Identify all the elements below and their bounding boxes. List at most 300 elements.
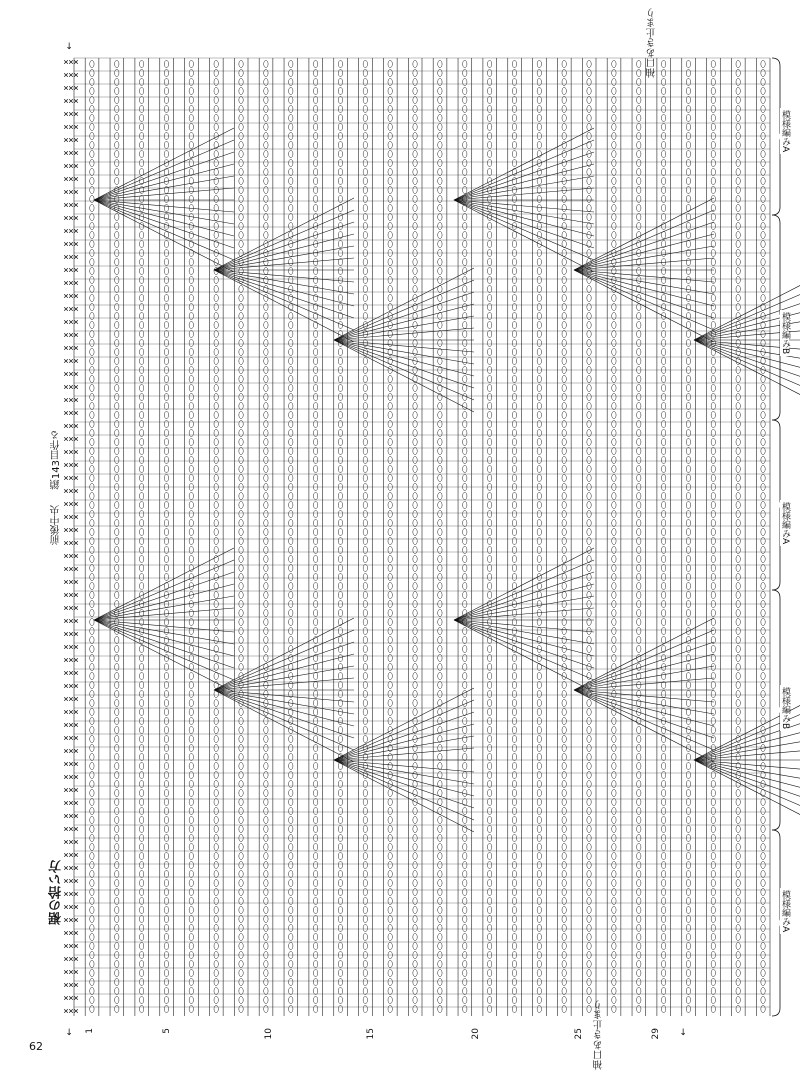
chain-stitch — [487, 312, 491, 319]
chain-stitch — [239, 771, 243, 778]
chain-stitch — [661, 672, 665, 679]
chain-stitch — [189, 807, 193, 814]
chain-stitch — [736, 474, 740, 481]
chain-stitch — [438, 960, 442, 967]
chain-stitch — [289, 168, 293, 175]
chain-stitch — [289, 609, 293, 616]
chain-stitch — [239, 231, 243, 238]
chain-stitch — [214, 825, 218, 832]
chain-stitch — [164, 195, 168, 202]
chain-stitch — [562, 501, 566, 508]
chain-stitch — [289, 474, 293, 481]
chain-stitch — [736, 402, 740, 409]
fan-stitch-line — [574, 630, 714, 690]
chain-stitch — [90, 681, 94, 688]
chain-stitch — [239, 141, 243, 148]
chain-stitch — [637, 330, 641, 337]
chain-stitch — [661, 915, 665, 922]
chain-stitch — [115, 942, 119, 949]
chain-stitch — [587, 978, 591, 985]
chain-stitch — [438, 312, 442, 319]
chain-stitch — [289, 501, 293, 508]
chain-stitch — [388, 150, 392, 157]
chain-stitch — [164, 258, 168, 265]
chain-stitch — [736, 636, 740, 643]
fan-stitch-line — [454, 128, 594, 200]
chain-stitch — [413, 69, 417, 76]
chain-stitch — [463, 168, 467, 175]
chain-stitch — [761, 492, 765, 499]
chain-stitch — [637, 375, 641, 382]
chain-stitch — [761, 60, 765, 67]
chain-stitch — [686, 618, 690, 625]
chain-stitch — [313, 816, 317, 823]
chain-stitch — [239, 852, 243, 859]
chain-stitch — [711, 699, 715, 706]
chain-stitch — [587, 492, 591, 499]
chain-stitch — [487, 429, 491, 436]
chain-stitch — [239, 258, 243, 265]
chain-stitch — [637, 762, 641, 769]
chain-stitch — [537, 330, 541, 337]
chain-stitch — [637, 186, 641, 193]
chain-stitch — [90, 690, 94, 697]
chain-stitch — [289, 987, 293, 994]
chain-stitch — [512, 87, 516, 94]
chain-stitch — [164, 294, 168, 301]
chain-stitch — [661, 528, 665, 535]
chain-stitch — [239, 348, 243, 355]
chain-stitch — [512, 312, 516, 319]
chain-stitch — [487, 258, 491, 265]
chain-stitch — [562, 753, 566, 760]
chain-stitch — [686, 690, 690, 697]
chain-stitch — [289, 285, 293, 292]
chain-stitch — [587, 969, 591, 976]
chain-stitch — [637, 159, 641, 166]
chain-stitch — [512, 627, 516, 634]
fan-stitch-line — [454, 200, 594, 272]
chain-stitch — [761, 564, 765, 571]
chain-stitch — [637, 393, 641, 400]
chain-stitch — [115, 429, 119, 436]
chain-stitch — [239, 465, 243, 472]
chain-stitch — [736, 897, 740, 904]
fan-stitch-line — [334, 340, 474, 352]
chain-stitch — [512, 762, 516, 769]
chain-stitch — [264, 807, 268, 814]
chain-stitch — [537, 771, 541, 778]
chain-stitch — [264, 789, 268, 796]
chain-stitch — [487, 897, 491, 904]
fan-stitch-line — [454, 596, 594, 620]
chain-stitch — [761, 798, 765, 805]
chain-stitch — [761, 627, 765, 634]
chain-stitch — [363, 816, 367, 823]
chain-stitch — [661, 456, 665, 463]
chain-stitch — [289, 213, 293, 220]
chain-stitch — [388, 339, 392, 346]
chain-stitch — [239, 420, 243, 427]
chain-stitch — [587, 105, 591, 112]
chain-stitch — [637, 789, 641, 796]
chain-stitch — [661, 897, 665, 904]
chain-stitch — [587, 447, 591, 454]
chain-stitch — [338, 447, 342, 454]
chain-stitch — [264, 186, 268, 193]
chain-stitch — [637, 807, 641, 814]
chain-stitch — [463, 546, 467, 553]
chain-stitch — [115, 897, 119, 904]
chain-stitch — [388, 510, 392, 517]
chain-stitch — [562, 816, 566, 823]
chain-stitch — [761, 843, 765, 850]
chain-stitch — [289, 870, 293, 877]
fan-stitch-line — [334, 700, 474, 760]
page-number: 62 — [29, 1040, 43, 1053]
chain-stitch — [313, 681, 317, 688]
chain-stitch — [115, 168, 119, 175]
chain-stitch — [264, 105, 268, 112]
chain-stitch — [139, 933, 143, 940]
chain-stitch — [189, 672, 193, 679]
chain-stitch — [115, 654, 119, 661]
chain-stitch — [637, 78, 641, 85]
chain-stitch — [711, 969, 715, 976]
chain-stitch — [612, 123, 616, 130]
chain-stitch — [189, 411, 193, 418]
chain-stitch — [388, 168, 392, 175]
fan-stitch-line — [574, 234, 714, 270]
chain-stitch — [388, 447, 392, 454]
chain-stitch — [115, 870, 119, 877]
chain-stitch — [761, 996, 765, 1003]
chain-stitch — [313, 195, 317, 202]
chain-stitch — [363, 780, 367, 787]
chain-stitch — [189, 474, 193, 481]
chain-stitch — [363, 852, 367, 859]
chain-stitch — [711, 393, 715, 400]
chain-stitch — [214, 231, 218, 238]
chain-stitch — [463, 357, 467, 364]
chain-stitch — [313, 1005, 317, 1012]
chain-stitch — [587, 897, 591, 904]
chain-stitch — [463, 933, 467, 940]
chain-stitch — [313, 960, 317, 967]
chain-stitch — [338, 69, 342, 76]
chain-stitch — [711, 861, 715, 868]
chain-stitch — [214, 798, 218, 805]
chain-stitch — [661, 150, 665, 157]
fan-stitch-line — [574, 690, 714, 738]
chain-stitch — [338, 267, 342, 274]
chain-stitch — [587, 591, 591, 598]
chain-stitch — [239, 402, 243, 409]
chain-stitch — [562, 582, 566, 589]
chain-stitch — [164, 807, 168, 814]
chain-stitch — [587, 186, 591, 193]
chain-stitch — [711, 843, 715, 850]
chain-stitch — [214, 501, 218, 508]
chain-stitch — [413, 438, 417, 445]
chain-stitch — [90, 402, 94, 409]
chain-stitch — [736, 870, 740, 877]
chain-stitch — [289, 924, 293, 931]
chain-stitch — [388, 78, 392, 85]
chain-stitch — [264, 825, 268, 832]
chain-stitch — [264, 321, 268, 328]
chain-stitch — [313, 726, 317, 733]
chain-stitch — [661, 555, 665, 562]
chain-stitch — [612, 861, 616, 868]
chain-stitch — [562, 519, 566, 526]
chain-stitch — [139, 411, 143, 418]
chain-stitch — [214, 969, 218, 976]
chain-stitch — [736, 222, 740, 229]
chain-stitch — [164, 870, 168, 877]
chain-stitch — [661, 843, 665, 850]
chain-stitch — [388, 105, 392, 112]
chain-stitch — [562, 312, 566, 319]
fan-stitch-line — [334, 736, 474, 760]
chain-stitch — [736, 69, 740, 76]
chain-stitch — [686, 240, 690, 247]
chain-stitch — [413, 942, 417, 949]
chain-stitch — [164, 447, 168, 454]
chain-stitch — [115, 60, 119, 67]
chain-stitch — [214, 735, 218, 742]
chain-stitch — [289, 114, 293, 121]
chain-stitch — [562, 348, 566, 355]
chain-stitch — [115, 825, 119, 832]
chain-stitch — [587, 537, 591, 544]
chain-stitch — [164, 222, 168, 229]
chain-stitch — [711, 420, 715, 427]
chain-stitch — [637, 897, 641, 904]
chain-stitch — [487, 645, 491, 652]
chain-stitch — [363, 699, 367, 706]
chain-stitch — [661, 789, 665, 796]
chain-stitch — [264, 1005, 268, 1012]
chain-stitch — [189, 339, 193, 346]
chain-stitch — [338, 870, 342, 877]
chain-stitch — [438, 438, 442, 445]
chain-stitch — [189, 906, 193, 913]
chain-stitch — [239, 645, 243, 652]
chain-stitch — [637, 96, 641, 103]
chain-stitch — [612, 537, 616, 544]
chain-stitch — [612, 456, 616, 463]
chain-stitch — [438, 555, 442, 562]
chain-stitch — [736, 150, 740, 157]
chain-stitch — [711, 942, 715, 949]
chain-stitch — [587, 195, 591, 202]
chain-stitch — [587, 303, 591, 310]
column-number-10: 10 — [264, 1028, 274, 1040]
chain-stitch — [637, 744, 641, 751]
chain-stitch — [388, 654, 392, 661]
chain-stitch — [164, 510, 168, 517]
chain-stitch — [115, 636, 119, 643]
chain-stitch — [612, 195, 616, 202]
chain-stitch — [90, 150, 94, 157]
chain-stitch — [612, 555, 616, 562]
chain-stitch — [338, 771, 342, 778]
chain-stitch — [537, 780, 541, 787]
chain-stitch — [487, 294, 491, 301]
chain-stitch — [587, 375, 591, 382]
chain-stitch — [661, 735, 665, 742]
chain-stitch — [512, 807, 516, 814]
chain-stitch — [413, 627, 417, 634]
chain-stitch — [637, 204, 641, 211]
chain-stitch — [512, 420, 516, 427]
chain-stitch — [686, 699, 690, 706]
chain-stitch — [189, 186, 193, 193]
chain-stitch — [363, 177, 367, 184]
chain-stitch — [711, 222, 715, 229]
chain-stitch — [438, 825, 442, 832]
chain-stitch — [537, 78, 541, 85]
column-number-5: 5 — [162, 1028, 172, 1034]
chain-stitch — [537, 969, 541, 976]
chain-stitch — [313, 78, 317, 85]
chain-stitch — [661, 654, 665, 661]
chain-stitch — [139, 231, 143, 238]
chain-stitch — [413, 465, 417, 472]
chain-stitch — [686, 87, 690, 94]
chain-stitch — [661, 807, 665, 814]
chain-stitch — [612, 762, 616, 769]
hem-pickup-note: 裾の拾い方 — [49, 860, 64, 925]
chain-stitch — [487, 726, 491, 733]
chain-stitch — [562, 879, 566, 886]
chain-stitch — [661, 402, 665, 409]
chain-stitch — [90, 78, 94, 85]
chain-stitch — [338, 384, 342, 391]
chain-stitch — [189, 159, 193, 166]
chain-stitch — [363, 402, 367, 409]
chain-stitch — [438, 645, 442, 652]
chain-stitch — [537, 447, 541, 454]
chain-stitch — [587, 726, 591, 733]
chain-stitch — [686, 519, 690, 526]
chain-stitch — [637, 798, 641, 805]
chain-stitch — [338, 636, 342, 643]
chain-stitch — [164, 321, 168, 328]
chain-stitch — [711, 789, 715, 796]
chain-stitch — [313, 330, 317, 337]
chain-stitch — [438, 537, 442, 544]
chain-stitch — [438, 474, 442, 481]
chain-stitch — [512, 897, 516, 904]
chain-stitch — [264, 357, 268, 364]
chain-stitch — [463, 1005, 467, 1012]
chain-stitch — [612, 816, 616, 823]
chain-stitch — [338, 96, 342, 103]
chain-stitch — [562, 933, 566, 940]
chain-stitch — [761, 96, 765, 103]
chain-stitch — [115, 681, 119, 688]
chain-stitch — [612, 969, 616, 976]
chain-stitch — [711, 564, 715, 571]
chain-stitch — [363, 285, 367, 292]
chain-stitch — [562, 402, 566, 409]
fan-stitch-line — [454, 620, 594, 644]
chain-stitch — [761, 807, 765, 814]
fan-stitch-line — [94, 620, 234, 644]
chain-stitch — [115, 411, 119, 418]
chain-stitch — [562, 114, 566, 121]
chain-stitch — [463, 411, 467, 418]
fan-stitch-line — [574, 618, 714, 690]
chain-stitch — [711, 798, 715, 805]
chain-stitch — [761, 528, 765, 535]
chain-stitch — [537, 546, 541, 553]
chain-stitch — [487, 465, 491, 472]
chain-stitch — [612, 411, 616, 418]
chain-stitch — [637, 609, 641, 616]
chain-stitch — [90, 330, 94, 337]
chain-stitch — [239, 753, 243, 760]
chain-stitch — [637, 474, 641, 481]
chain-stitch — [711, 258, 715, 265]
chain-stitch — [562, 456, 566, 463]
column-number-20: 20 — [471, 1028, 481, 1040]
chain-stitch — [164, 663, 168, 670]
chain-stitch — [189, 195, 193, 202]
chain-stitch — [512, 870, 516, 877]
chain-stitch — [90, 807, 94, 814]
chain-stitch — [661, 69, 665, 76]
chain-stitch — [189, 681, 193, 688]
chain-stitch — [90, 618, 94, 625]
chain-stitch — [338, 690, 342, 697]
chain-stitch — [463, 645, 467, 652]
chain-stitch — [115, 465, 119, 472]
chain-stitch — [512, 573, 516, 580]
chain-stitch — [438, 897, 442, 904]
chain-stitch — [264, 69, 268, 76]
chain-stitch — [338, 195, 342, 202]
chain-stitch — [189, 384, 193, 391]
fan-stitch-line — [454, 572, 594, 620]
chain-stitch — [438, 429, 442, 436]
chain-stitch — [711, 150, 715, 157]
chain-stitch — [512, 654, 516, 661]
chain-stitch — [711, 123, 715, 130]
chain-stitch — [90, 753, 94, 760]
chain-stitch — [487, 762, 491, 769]
chain-stitch — [562, 474, 566, 481]
chain-stitch — [388, 393, 392, 400]
chain-stitch — [413, 330, 417, 337]
chain-stitch — [139, 258, 143, 265]
chain-stitch — [214, 285, 218, 292]
chain-stitch — [587, 582, 591, 589]
chain-stitch — [587, 780, 591, 787]
chain-stitch — [264, 528, 268, 535]
chain-stitch — [562, 726, 566, 733]
chain-stitch — [388, 528, 392, 535]
chain-stitch — [363, 393, 367, 400]
chain-stitch — [562, 573, 566, 580]
chain-stitch — [313, 105, 317, 112]
chain-stitch — [686, 96, 690, 103]
chain-stitch — [264, 393, 268, 400]
chain-stitch — [115, 573, 119, 580]
chain-stitch — [686, 114, 690, 121]
